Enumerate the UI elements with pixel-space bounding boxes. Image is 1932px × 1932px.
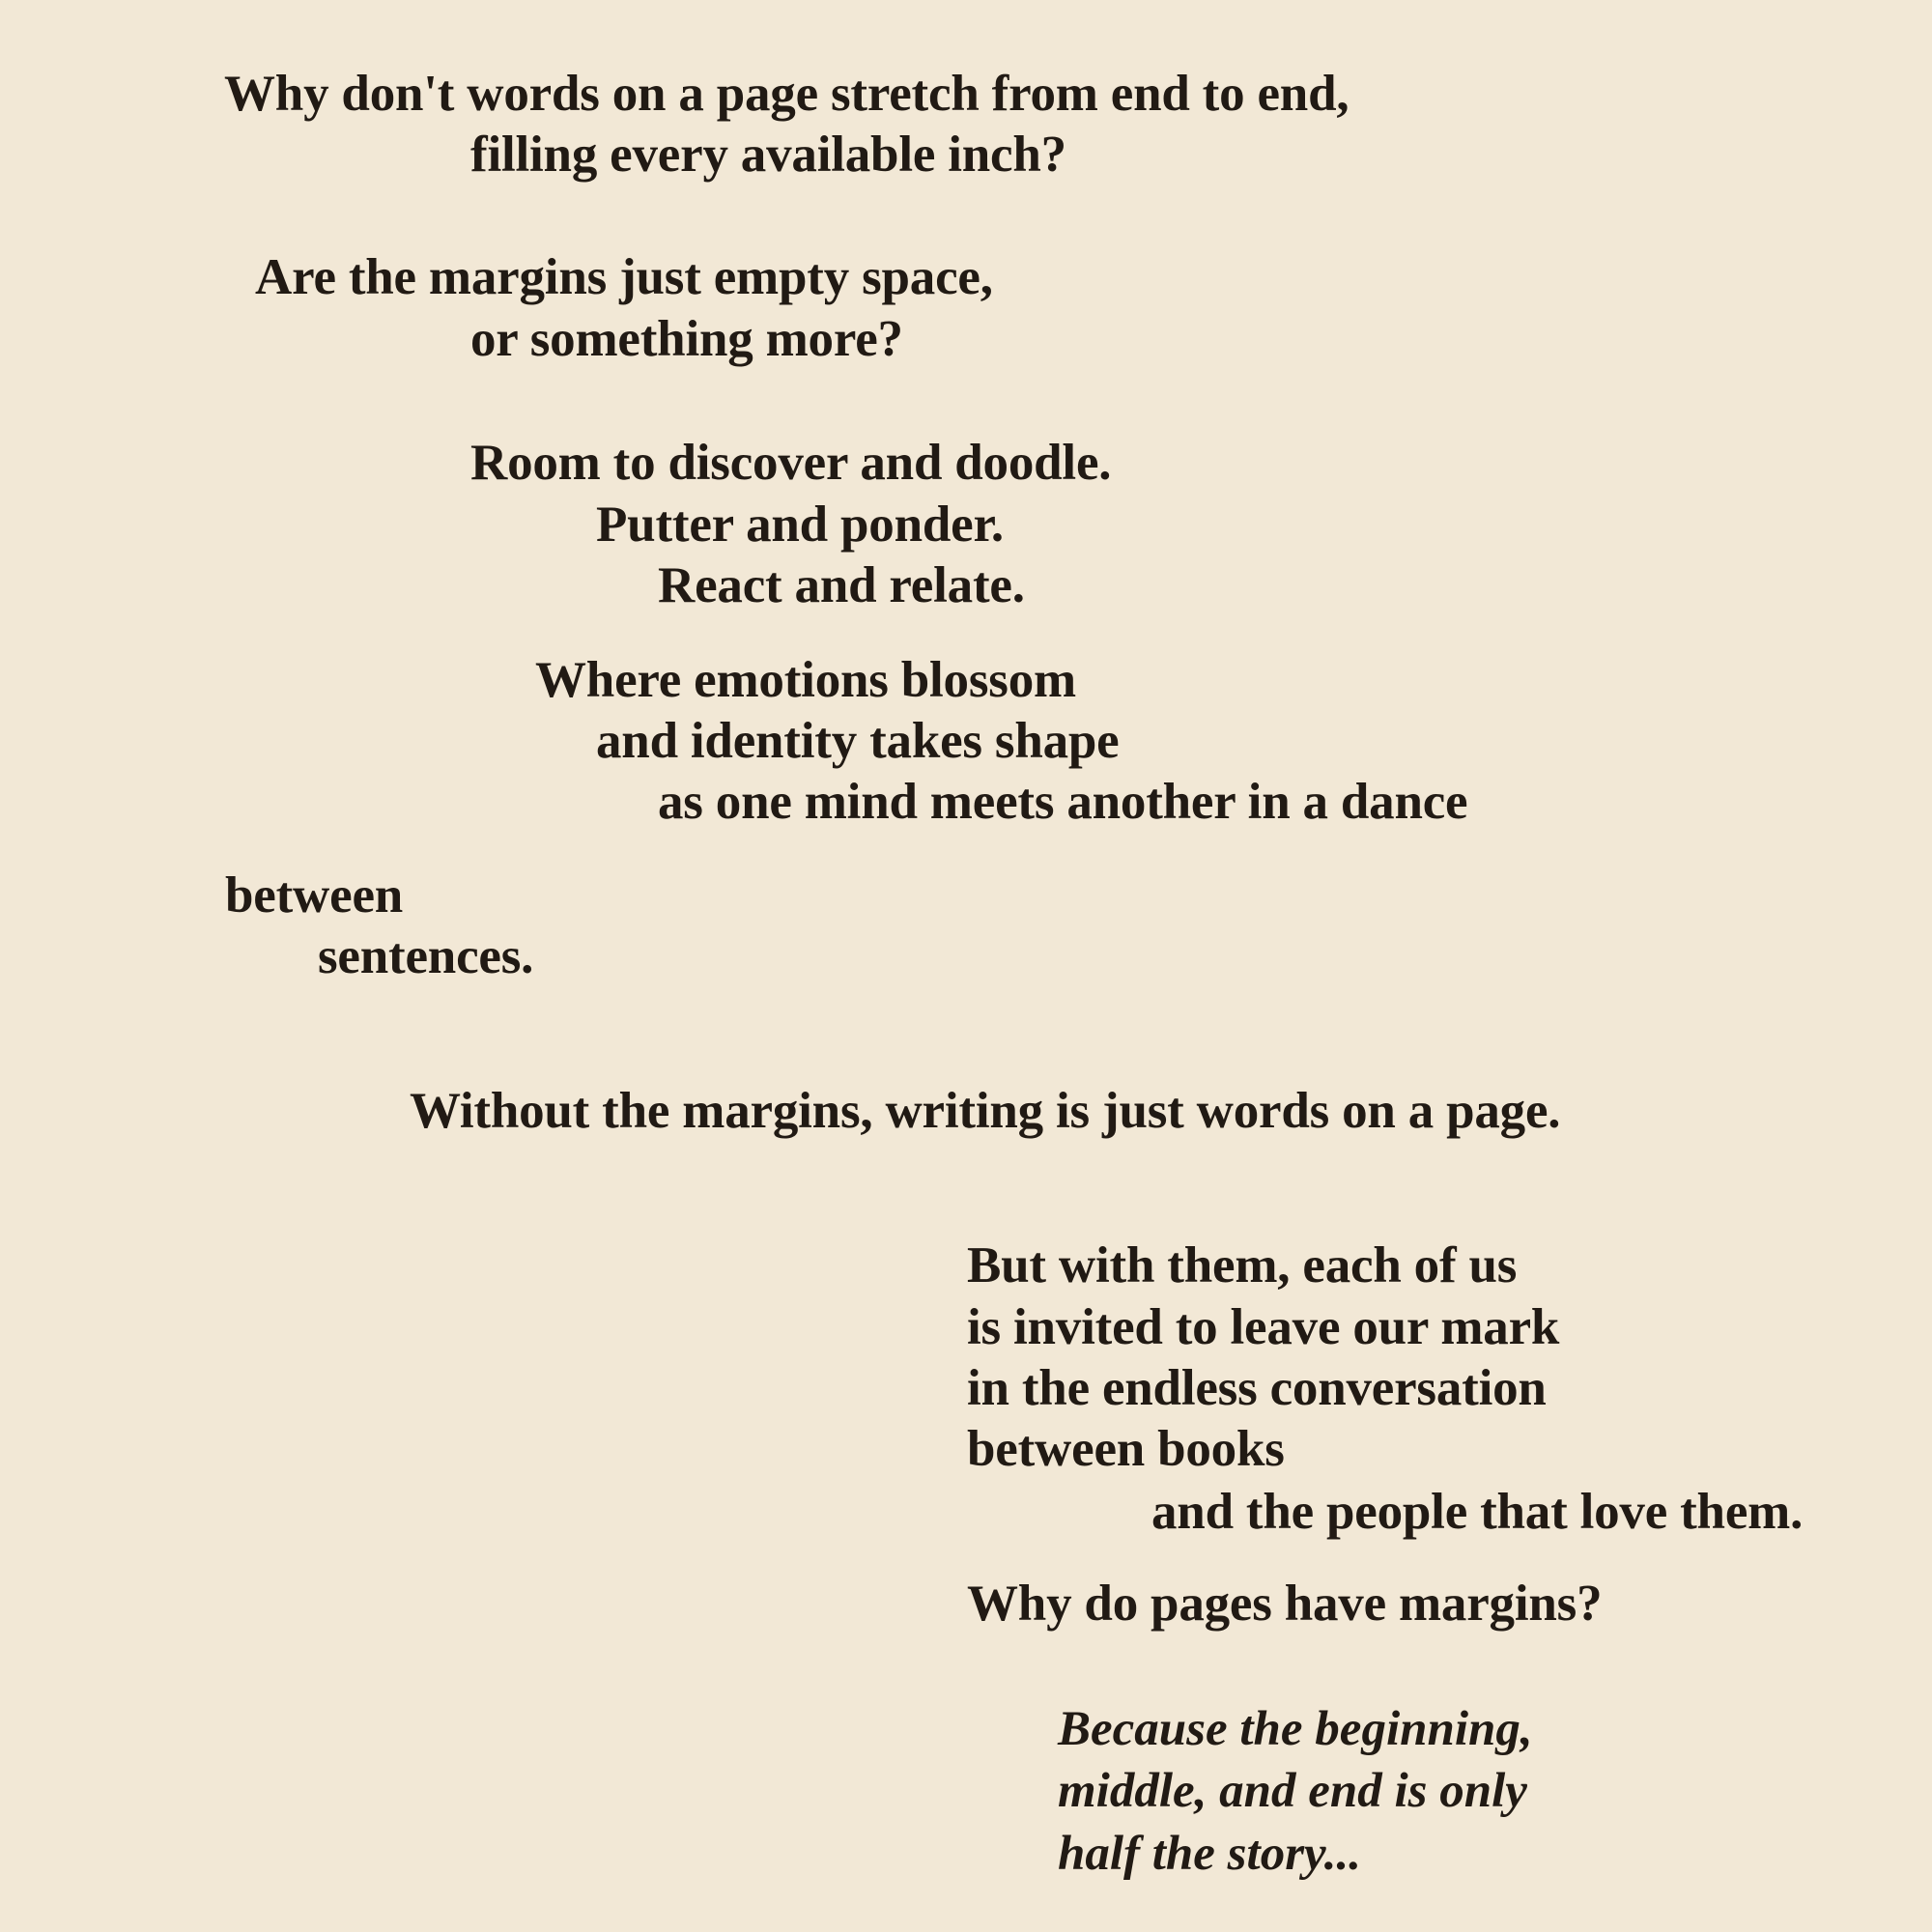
poem-line: Where emotions blossom <box>535 652 1076 708</box>
poem-line: filling every available inch? <box>470 127 1066 183</box>
poem-line-italic: middle, and end is only <box>1058 1764 1527 1818</box>
poem-line: is invited to leave our mark <box>967 1299 1560 1355</box>
poem-line: But with them, each of us <box>967 1237 1518 1293</box>
poem-line: and the people that love them. <box>1151 1484 1804 1540</box>
poem-line-italic: half the story... <box>1058 1827 1362 1881</box>
poem-line: Without the margins, writing is just words on a page. <box>410 1083 1561 1139</box>
poem-line: between <box>225 867 404 923</box>
poem-line: and identity takes shape <box>596 713 1120 769</box>
poem-line: Why do pages have margins? <box>967 1576 1603 1632</box>
poem-line-italic: Because the beginning, <box>1058 1702 1533 1756</box>
poem-line: Why don't words on a page stretch from end to end, <box>224 66 1350 122</box>
poem-line: Putter and ponder. <box>596 497 1004 553</box>
poem-line: in the endless conversation <box>967 1360 1547 1416</box>
poem-line: or something more? <box>470 311 903 367</box>
poem-line: sentences. <box>318 928 534 984</box>
poem-line: React and relate. <box>658 557 1025 613</box>
poem-line: as one mind meets another in a dance <box>658 774 1468 830</box>
poem-line: between books <box>967 1421 1285 1477</box>
poem-line: Room to discover and doodle. <box>470 435 1112 491</box>
poem-line: Are the margins just empty space, <box>255 249 993 305</box>
